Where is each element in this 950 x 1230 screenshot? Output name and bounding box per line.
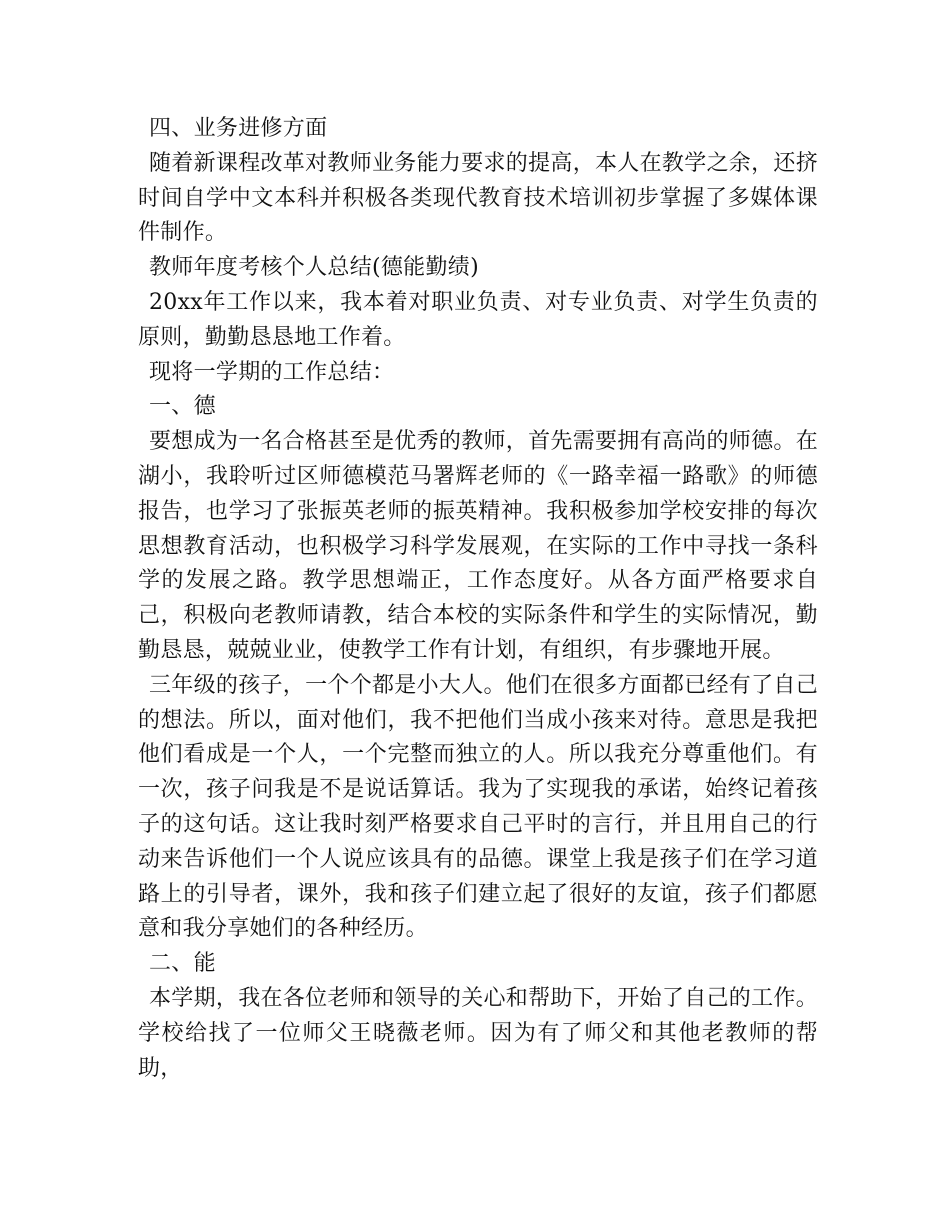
section-heading-study: 四、业务进修方面 (149, 116, 328, 141)
section-heading-de: 一、德 (149, 394, 216, 420)
paragraph-study: 随着新课程改革对教师业务能力要求的提高，本人在教学之余，还挤时间自学中文本科并积极各类现代教育技术培训初步掌握了多媒体课件制作。 (138, 150, 819, 246)
document-title: 教师年度考核个人总结(德能勤绩) (149, 255, 479, 281)
paragraph-neng-1: 本学期，我在各位老师和领导的关心和帮助下，开始了自己的工作。学校给找了一位师父王晓薇老师。因为有了师父和其他老教师的帮助， (138, 985, 819, 1081)
paragraph-de-2: 三年级的孩子，一个个都是小大人。他们在很多方面都已经有了自己的想法。所以，面对他们，我不把他们当成小孩来对待。意思是我把他们看成是一个人，一个完整而独立的人。所以我充分尊重他们。有一次，孩子问我是不是说话算话。我为了实现我的承诺，始终记着孩子的这句话。这让我时刻严格要求自己平时的言行，并且用自己的行动来告诉他们一个人说应该具有的品德。课堂上我是孩子们在学习道路上的引导者，课外，我和孩子们建立起了很好的友谊，孩子们都愿意和我分享她们的各种经历。 (138, 672, 819, 942)
paragraph-summary-lead: 现将一学期的工作总结： (149, 359, 395, 385)
section-heading-neng: 二、能 (149, 951, 216, 977)
document-body (138, 112, 818, 1086)
paragraph-de-1: 要想成为一名合格甚至是优秀的教师，首先需要拥有高尚的师德。在湖小，我聆听过区师德模范马署辉老师的《一路幸福一路歌》的师德报告，也学习了张振英老师的振英精神。我积极参加学校安排的每次思想教育活动，也积极学习科学发展观，在实际的工作中寻找一条科学的发展之路。教学思想端正，工作态度好。从各方面严格要求自己，积极向老教师请教，结合本校的实际条件和学生的实际情况，勤勤恳恳，兢兢业业，使教学工作有计划，有组织，有步骤地开展。 (138, 429, 819, 663)
paragraph-intro: 20xx年工作以来，我本着对职业负责、对专业负责、对学生负责的原则，勤勤恳恳地工作着。 (138, 289, 818, 350)
